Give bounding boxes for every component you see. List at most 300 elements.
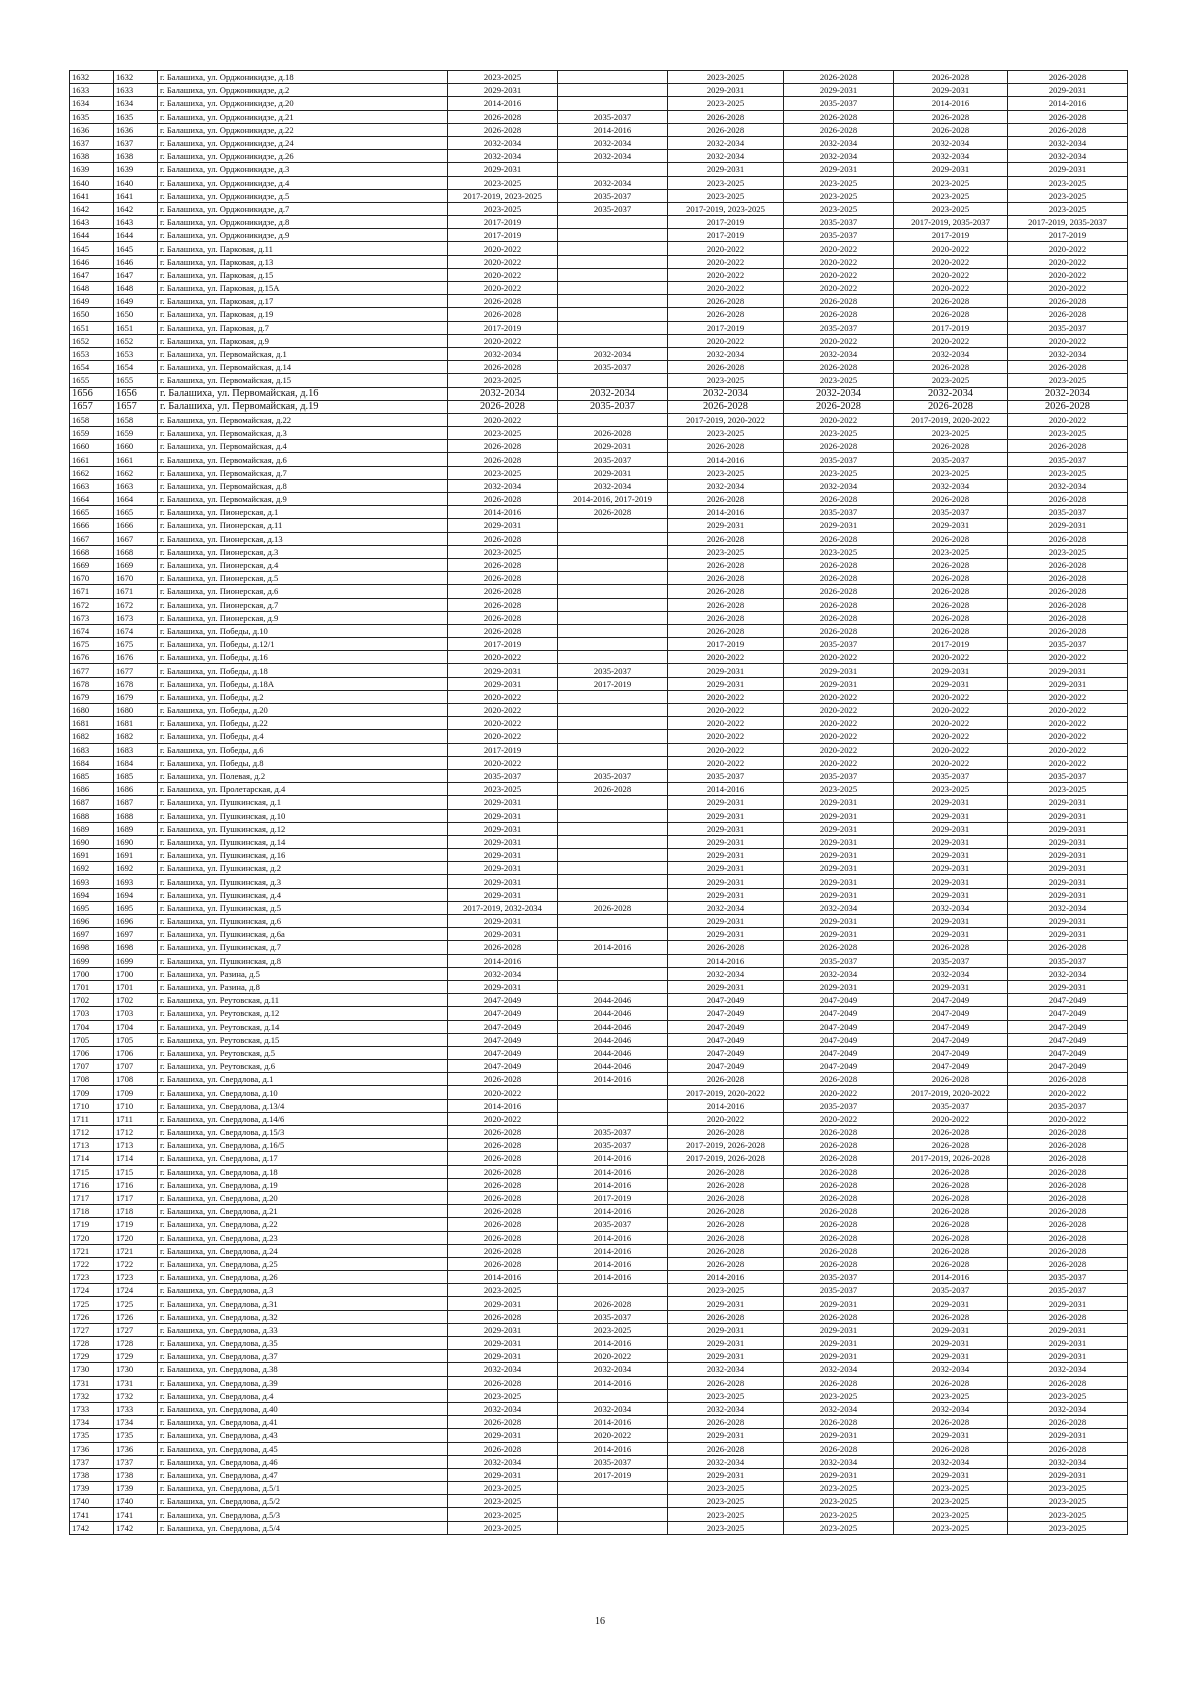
period-5-cell: 2032-2034: [894, 901, 1008, 914]
period-2-cell: [558, 690, 668, 703]
table-row: [70, 1442, 1128, 1455]
period-6-cell: 2020-2022: [1008, 743, 1128, 756]
period-2-cell: [558, 585, 668, 598]
period-6-cell: 2023-2025: [1008, 1521, 1128, 1534]
table-row: [70, 413, 1128, 426]
period-4-cell: 2026-2028: [784, 1191, 894, 1204]
period-6-cell: 2035-2037: [1008, 1271, 1128, 1284]
address-cell: г. Балашиха, ул. Парковая, д.11: [158, 242, 448, 255]
period-4-cell: 2029-2031: [784, 677, 894, 690]
row-index-cell: 1665: [70, 506, 114, 519]
period-2-cell: [558, 849, 668, 862]
period-2-cell: [558, 413, 668, 426]
period-5-cell: 2035-2037: [894, 954, 1008, 967]
period-5-cell: 2023-2025: [894, 783, 1008, 796]
address-cell: г. Балашиха, ул. Первомайская, д.15: [158, 374, 448, 387]
period-3-cell: 2032-2034: [668, 901, 784, 914]
table-row: [70, 1073, 1128, 1086]
period-4-cell: 2020-2022: [784, 1112, 894, 1125]
period-1-cell: 2026-2028: [448, 295, 558, 308]
table-row: [70, 1191, 1128, 1204]
table-row: [70, 97, 1128, 110]
period-1-cell: 2020-2022: [448, 255, 558, 268]
period-2-cell: 2032-2034: [558, 347, 668, 360]
period-1-cell: 2026-2028: [448, 624, 558, 637]
period-3-cell: 2026-2028: [668, 1165, 784, 1178]
period-4-cell: 2035-2037: [784, 321, 894, 334]
row-number-cell: 1653: [114, 347, 158, 360]
period-2-cell: [558, 704, 668, 717]
period-2-cell: 2020-2022: [558, 1429, 668, 1442]
row-number-cell: 1701: [114, 980, 158, 993]
period-6-cell: 2023-2025: [1008, 202, 1128, 215]
period-4-cell: 2035-2037: [784, 506, 894, 519]
period-2-cell: 2035-2037: [558, 361, 668, 374]
period-2-cell: 2032-2034: [558, 136, 668, 149]
row-index-cell: 1721: [70, 1244, 114, 1257]
period-1-cell: 2020-2022: [448, 704, 558, 717]
period-6-cell: 2029-2031: [1008, 849, 1128, 862]
period-1-cell: 2014-2016: [448, 1099, 558, 1112]
address-cell: г. Балашиха, ул. Орджоникидзе, д.4: [158, 176, 448, 189]
row-number-cell: 1634: [114, 97, 158, 110]
period-5-cell: 2026-2028: [894, 1310, 1008, 1323]
table-row: [70, 1455, 1128, 1468]
period-6-cell: 2026-2028: [1008, 493, 1128, 506]
address-cell: г. Балашиха, ул. Первомайская, д.9: [158, 493, 448, 506]
period-3-cell: 2017-2019: [668, 321, 784, 334]
address-cell: г. Балашиха, ул. Свердлова, д.16/5: [158, 1139, 448, 1152]
period-5-cell: 2029-2031: [894, 1337, 1008, 1350]
row-index-cell: 1685: [70, 769, 114, 782]
period-4-cell: 2026-2028: [784, 1244, 894, 1257]
table-row: [70, 321, 1128, 334]
row-number-cell: 1642: [114, 202, 158, 215]
period-3-cell: 2026-2028: [668, 123, 784, 136]
period-1-cell: 2020-2022: [448, 1112, 558, 1125]
period-5-cell: 2023-2025: [894, 545, 1008, 558]
period-4-cell: 2035-2037: [784, 1099, 894, 1112]
row-number-cell: 1719: [114, 1218, 158, 1231]
period-2-cell: [558, 255, 668, 268]
address-cell: г. Балашиха, ул. Пионерская, д.6: [158, 585, 448, 598]
period-5-cell: 2026-2028: [894, 1073, 1008, 1086]
period-1-cell: 2017-2019, 2023-2025: [448, 189, 558, 202]
table-row: [70, 1007, 1128, 1020]
period-2-cell: [558, 282, 668, 295]
period-1-cell: 2029-2031: [448, 796, 558, 809]
period-2-cell: 2035-2037: [558, 189, 668, 202]
period-6-cell: 2035-2037: [1008, 638, 1128, 651]
period-5-cell: 2023-2025: [894, 1508, 1008, 1521]
period-1-cell: 2020-2022: [448, 651, 558, 664]
table-row: [70, 295, 1128, 308]
period-5-cell: 2029-2031: [894, 822, 1008, 835]
row-number-cell: 1682: [114, 730, 158, 743]
table-row: [70, 822, 1128, 835]
period-4-cell: 2023-2025: [784, 783, 894, 796]
period-4-cell: 2026-2028: [784, 532, 894, 545]
period-1-cell: 2029-2031: [448, 1297, 558, 1310]
row-index-cell: 1720: [70, 1231, 114, 1244]
period-4-cell: 2020-2022: [784, 242, 894, 255]
period-6-cell: 2023-2025: [1008, 374, 1128, 387]
row-number-cell: 1639: [114, 163, 158, 176]
address-cell: г. Балашиха, ул. Пионерская, д.7: [158, 598, 448, 611]
address-cell: г. Балашиха, ул. Орджоникидзе, д.7: [158, 202, 448, 215]
row-index-cell: 1727: [70, 1323, 114, 1336]
period-3-cell: 2017-2019: [668, 229, 784, 242]
period-1-cell: 2029-2031: [448, 875, 558, 888]
period-5-cell: 2026-2028: [894, 1257, 1008, 1270]
period-3-cell: 2029-2031: [668, 928, 784, 941]
period-3-cell: 2020-2022: [668, 704, 784, 717]
period-4-cell: 2026-2028: [784, 1310, 894, 1323]
period-1-cell: 2026-2028: [448, 361, 558, 374]
row-number-cell: 1668: [114, 545, 158, 558]
period-6-cell: 2026-2028: [1008, 71, 1128, 84]
row-number-cell: 1678: [114, 677, 158, 690]
period-5-cell: 2023-2025: [894, 427, 1008, 440]
period-2-cell: 2035-2037: [558, 1139, 668, 1152]
period-3-cell: 2023-2025: [668, 1495, 784, 1508]
period-3-cell: 2020-2022: [668, 743, 784, 756]
row-number-cell: 1711: [114, 1112, 158, 1125]
table-row: [70, 915, 1128, 928]
address-cell: г. Балашиха, ул. Свердлова, д.35: [158, 1337, 448, 1350]
period-3-cell: 2026-2028: [668, 1376, 784, 1389]
address-cell: г. Балашиха, ул. Первомайская, д.7: [158, 466, 448, 479]
period-3-cell: 2023-2025: [668, 1482, 784, 1495]
row-number-cell: 1736: [114, 1442, 158, 1455]
period-6-cell: 2029-2031: [1008, 1350, 1128, 1363]
period-3-cell: 2014-2016: [668, 1271, 784, 1284]
table-row: [70, 1126, 1128, 1139]
period-5-cell: 2014-2016: [894, 1271, 1008, 1284]
address-cell: г. Балашиха, ул. Полевая, д.2: [158, 769, 448, 782]
row-index-cell: 1705: [70, 1033, 114, 1046]
address-cell: г. Балашиха, ул. Свердлова, д.17: [158, 1152, 448, 1165]
period-2-cell: 2014-2016: [558, 1257, 668, 1270]
period-2-cell: [558, 651, 668, 664]
period-4-cell: 2026-2028: [784, 1376, 894, 1389]
period-5-cell: 2017-2019, 2020-2022: [894, 413, 1008, 426]
address-cell: г. Балашиха, ул. Пионерская, д.3: [158, 545, 448, 558]
period-4-cell: 2026-2028: [784, 624, 894, 637]
row-number-cell: 1683: [114, 743, 158, 756]
period-3-cell: 2026-2028: [668, 361, 784, 374]
period-1-cell: 2029-2031: [448, 664, 558, 677]
address-cell: г. Балашиха, ул. Орджоникидзе, д.24: [158, 136, 448, 149]
period-3-cell: 2026-2028: [668, 440, 784, 453]
period-2-cell: [558, 308, 668, 321]
period-4-cell: 2035-2037: [784, 229, 894, 242]
address-cell: г. Балашиха, ул. Свердлова, д.22: [158, 1218, 448, 1231]
table-row: [70, 1112, 1128, 1125]
row-index-cell: 1636: [70, 123, 114, 136]
period-3-cell: 2023-2025: [668, 189, 784, 202]
period-2-cell: 2014-2016: [558, 1152, 668, 1165]
period-2-cell: 2014-2016: [558, 1073, 668, 1086]
period-1-cell: 2014-2016: [448, 954, 558, 967]
period-6-cell: 2047-2049: [1008, 1046, 1128, 1059]
table-row: [70, 598, 1128, 611]
period-5-cell: 2026-2028: [894, 1191, 1008, 1204]
period-6-cell: 2023-2025: [1008, 1495, 1128, 1508]
row-number-cell: 1734: [114, 1416, 158, 1429]
period-5-cell: 2029-2031: [894, 664, 1008, 677]
table-row: [70, 1271, 1128, 1284]
period-2-cell: 2017-2019: [558, 677, 668, 690]
table-row: [70, 1337, 1128, 1350]
period-1-cell: 2026-2028: [448, 1073, 558, 1086]
period-4-cell: 2035-2037: [784, 1271, 894, 1284]
row-number-cell: 1737: [114, 1455, 158, 1468]
period-4-cell: 2026-2028: [784, 71, 894, 84]
period-2-cell: [558, 97, 668, 110]
period-4-cell: 2032-2034: [784, 479, 894, 492]
row-number-cell: 1741: [114, 1508, 158, 1521]
period-6-cell: 2032-2034: [1008, 1455, 1128, 1468]
table-row: [70, 1508, 1128, 1521]
row-number-cell: 1656: [114, 387, 158, 400]
period-3-cell: 2047-2049: [668, 1007, 784, 1020]
row-number-cell: 1732: [114, 1389, 158, 1402]
table-row: [70, 1060, 1128, 1073]
row-index-cell: 1671: [70, 585, 114, 598]
table-row: [70, 1257, 1128, 1270]
period-4-cell: 2026-2028: [784, 123, 894, 136]
period-3-cell: 2023-2025: [668, 545, 784, 558]
period-6-cell: 2026-2028: [1008, 361, 1128, 374]
table-row: [70, 453, 1128, 466]
period-4-cell: 2023-2025: [784, 427, 894, 440]
period-6-cell: 2029-2031: [1008, 875, 1128, 888]
period-6-cell: 2029-2031: [1008, 1323, 1128, 1336]
period-1-cell: 2026-2028: [448, 1165, 558, 1178]
address-cell: г. Балашиха, ул. Свердлова, д.45: [158, 1442, 448, 1455]
period-1-cell: 2026-2028: [448, 585, 558, 598]
period-1-cell: 2032-2034: [448, 387, 558, 400]
period-2-cell: 2044-2046: [558, 1007, 668, 1020]
row-index-cell: 1643: [70, 216, 114, 229]
period-3-cell: 2023-2025: [668, 427, 784, 440]
period-1-cell: 2023-2025: [448, 1389, 558, 1402]
period-6-cell: 2020-2022: [1008, 268, 1128, 281]
period-2-cell: 2032-2034: [558, 1402, 668, 1415]
row-index-cell: 1702: [70, 994, 114, 1007]
row-number-cell: 1644: [114, 229, 158, 242]
period-2-cell: [558, 1112, 668, 1125]
row-index-cell: 1677: [70, 664, 114, 677]
period-5-cell: 2026-2028: [894, 295, 1008, 308]
period-4-cell: 2026-2028: [784, 558, 894, 571]
period-5-cell: 2026-2028: [894, 308, 1008, 321]
row-index-cell: 1737: [70, 1455, 114, 1468]
period-2-cell: 2044-2046: [558, 994, 668, 1007]
row-number-cell: 1675: [114, 638, 158, 651]
period-1-cell: 2026-2028: [448, 1244, 558, 1257]
period-1-cell: 2032-2034: [448, 347, 558, 360]
period-5-cell: 2020-2022: [894, 690, 1008, 703]
period-2-cell: 2026-2028: [558, 901, 668, 914]
address-cell: г. Балашиха, ул. Свердлова, д.10: [158, 1086, 448, 1099]
row-number-cell: 1637: [114, 136, 158, 149]
period-5-cell: 2026-2028: [894, 493, 1008, 506]
period-2-cell: [558, 163, 668, 176]
row-index-cell: 1682: [70, 730, 114, 743]
period-3-cell: 2014-2016: [668, 783, 784, 796]
period-3-cell: 2047-2049: [668, 1046, 784, 1059]
period-6-cell: 2026-2028: [1008, 1165, 1128, 1178]
address-cell: г. Балашиха, ул. Свердлова, д.41: [158, 1416, 448, 1429]
address-cell: г. Балашиха, ул. Разина, д.8: [158, 980, 448, 993]
address-cell: г. Балашиха, ул. Победы, д.6: [158, 743, 448, 756]
address-cell: г. Балашиха, ул. Первомайская, д.3: [158, 427, 448, 440]
period-5-cell: 2026-2028: [894, 532, 1008, 545]
period-2-cell: [558, 967, 668, 980]
row-number-cell: 1725: [114, 1297, 158, 1310]
period-3-cell: 2032-2034: [668, 150, 784, 163]
period-2-cell: [558, 558, 668, 571]
period-4-cell: 2026-2028: [784, 1416, 894, 1429]
row-index-cell: 1633: [70, 84, 114, 97]
period-4-cell: 2026-2028: [784, 572, 894, 585]
period-1-cell: 2032-2034: [448, 150, 558, 163]
period-1-cell: 2032-2034: [448, 1363, 558, 1376]
period-4-cell: 2035-2037: [784, 1284, 894, 1297]
table-row: [70, 1363, 1128, 1376]
period-2-cell: [558, 862, 668, 875]
table-row: [70, 308, 1128, 321]
table-row: [70, 888, 1128, 901]
period-4-cell: 2029-2031: [784, 980, 894, 993]
row-index-cell: 1728: [70, 1337, 114, 1350]
period-4-cell: 2029-2031: [784, 1297, 894, 1310]
row-index-cell: 1741: [70, 1508, 114, 1521]
row-index-cell: 1709: [70, 1086, 114, 1099]
address-cell: г. Балашиха, ул. Пушкинская, д.6: [158, 915, 448, 928]
period-4-cell: 2026-2028: [784, 1165, 894, 1178]
row-index-cell: 1680: [70, 704, 114, 717]
period-2-cell: [558, 743, 668, 756]
period-6-cell: 2026-2028: [1008, 1442, 1128, 1455]
table-row: [70, 1495, 1128, 1508]
period-1-cell: 2020-2022: [448, 730, 558, 743]
period-2-cell: [558, 598, 668, 611]
period-2-cell: 2035-2037: [558, 202, 668, 215]
period-1-cell: 2032-2034: [448, 967, 558, 980]
address-cell: г. Балашиха, ул. Пушкинская, д.14: [158, 835, 448, 848]
period-3-cell: 2029-2031: [668, 1468, 784, 1481]
period-4-cell: 2023-2025: [784, 1495, 894, 1508]
period-3-cell: 2026-2028: [668, 1416, 784, 1429]
period-4-cell: 2029-2031: [784, 664, 894, 677]
table-row: [70, 1178, 1128, 1191]
row-number-cell: 1724: [114, 1284, 158, 1297]
address-cell: г. Балашиха, ул. Пролетарская, д.4: [158, 783, 448, 796]
address-cell: г. Балашиха, ул. Пушкинская, д.3: [158, 875, 448, 888]
row-index-cell: 1642: [70, 202, 114, 215]
period-3-cell: 2014-2016: [668, 453, 784, 466]
row-index-cell: 1717: [70, 1191, 114, 1204]
address-cell: г. Балашиха, ул. Реутовская, д.11: [158, 994, 448, 1007]
period-4-cell: 2020-2022: [784, 704, 894, 717]
row-index-cell: 1635: [70, 110, 114, 123]
address-cell: г. Балашиха, ул. Свердлова, д.40: [158, 1402, 448, 1415]
period-1-cell: 2017-2019: [448, 321, 558, 334]
period-5-cell: 2020-2022: [894, 743, 1008, 756]
table-row: [70, 1165, 1128, 1178]
period-6-cell: 2023-2025: [1008, 545, 1128, 558]
period-1-cell: 2029-2031: [448, 84, 558, 97]
period-3-cell: 2014-2016: [668, 506, 784, 519]
address-cell: г. Балашиха, ул. Парковая, д.19: [158, 308, 448, 321]
row-number-cell: 1669: [114, 558, 158, 571]
row-number-cell: 1706: [114, 1046, 158, 1059]
period-4-cell: 2047-2049: [784, 1007, 894, 1020]
period-2-cell: [558, 638, 668, 651]
period-5-cell: 2029-2031: [894, 519, 1008, 532]
period-6-cell: 2035-2037: [1008, 453, 1128, 466]
period-4-cell: 2023-2025: [784, 176, 894, 189]
period-1-cell: 2032-2034: [448, 136, 558, 149]
row-number-cell: 1722: [114, 1257, 158, 1270]
period-1-cell: 2026-2028: [448, 598, 558, 611]
period-1-cell: 2017-2019, 2032-2034: [448, 901, 558, 914]
period-3-cell: 2047-2049: [668, 1020, 784, 1033]
period-3-cell: 2029-2031: [668, 664, 784, 677]
period-1-cell: 2032-2034: [448, 479, 558, 492]
period-2-cell: [558, 835, 668, 848]
period-3-cell: 2026-2028: [668, 572, 784, 585]
period-1-cell: 2026-2028: [448, 1178, 558, 1191]
period-1-cell: 2029-2031: [448, 862, 558, 875]
period-6-cell: 2032-2034: [1008, 150, 1128, 163]
period-2-cell: 2014-2016: [558, 1376, 668, 1389]
address-cell: г. Балашиха, ул. Орджоникидзе, д.21: [158, 110, 448, 123]
row-number-cell: 1729: [114, 1350, 158, 1363]
period-6-cell: 2023-2025: [1008, 783, 1128, 796]
row-number-cell: 1692: [114, 862, 158, 875]
row-index-cell: 1706: [70, 1046, 114, 1059]
period-6-cell: 2026-2028: [1008, 611, 1128, 624]
period-2-cell: 2035-2037: [558, 1310, 668, 1323]
table-row: [70, 783, 1128, 796]
row-index-cell: 1657: [70, 400, 114, 413]
table-row: [70, 1218, 1128, 1231]
period-2-cell: 2032-2034: [558, 1363, 668, 1376]
period-3-cell: 2029-2031: [668, 980, 784, 993]
period-5-cell: 2026-2028: [894, 1139, 1008, 1152]
period-6-cell: 2029-2031: [1008, 84, 1128, 97]
row-number-cell: 1698: [114, 941, 158, 954]
period-1-cell: 2020-2022: [448, 242, 558, 255]
period-1-cell: 2023-2025: [448, 1508, 558, 1521]
row-index-cell: 1696: [70, 915, 114, 928]
period-2-cell: [558, 295, 668, 308]
row-number-cell: 1674: [114, 624, 158, 637]
period-3-cell: 2026-2028: [668, 611, 784, 624]
row-index-cell: 1691: [70, 849, 114, 862]
period-6-cell: 2026-2028: [1008, 532, 1128, 545]
address-cell: г. Балашиха, ул. Свердлова, д.5/3: [158, 1508, 448, 1521]
row-number-cell: 1733: [114, 1402, 158, 1415]
address-cell: г. Балашиха, ул. Реутовская, д.15: [158, 1033, 448, 1046]
table-row: [70, 585, 1128, 598]
row-index-cell: 1693: [70, 875, 114, 888]
address-cell: г. Балашиха, ул. Победы, д.18: [158, 664, 448, 677]
